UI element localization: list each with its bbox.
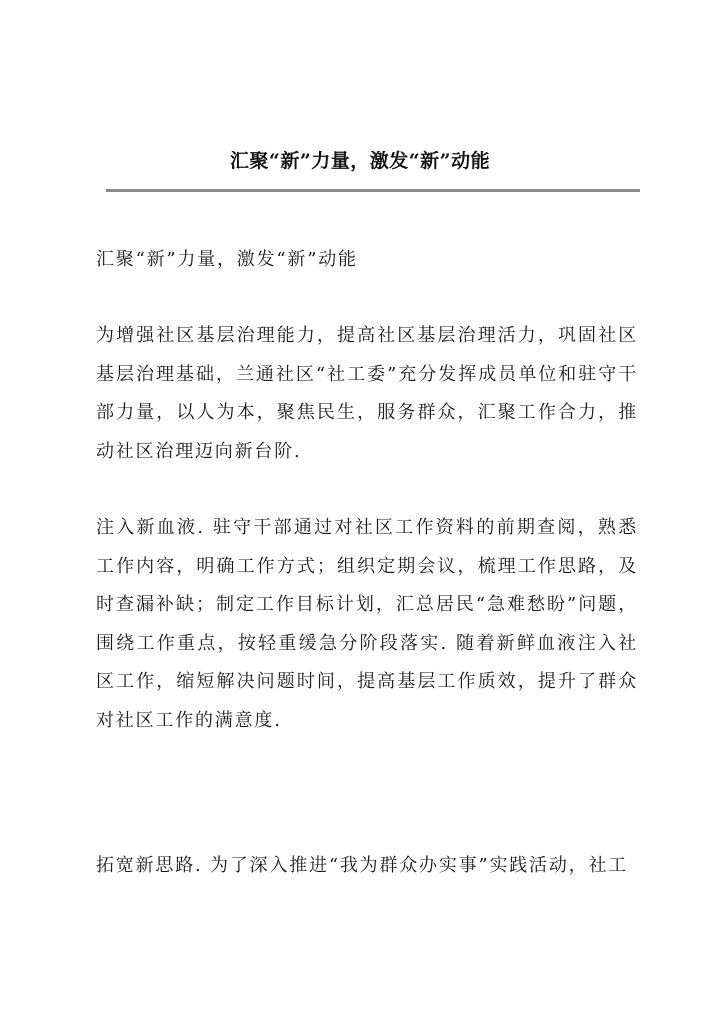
paragraph-new-ideas: 拓宽新思路. 为了深入推进“我为群众办实事”实践活动，社工 <box>96 855 629 876</box>
paragraph-intro: 为增强社区基层治理能力，提高社区基层治理活力，巩固社区基层治理基础，兰通社区“社工委”充分发挥成员单位和驻守干部力量，以人为本，聚焦民生，服务群众，汇聚工作合力，推动社区治理迈向新台阶. <box>96 325 638 462</box>
title-divider <box>106 189 640 192</box>
paragraph-new-blood: 注入新血液. 驻守干部通过对社区工作资料的前期查阅，熟悉工作内容，明确工作方式；组织定期会议，梳理工作思路，及时查漏补缺；制定工作目标计划，汇总居民“急难愁盼”问题，围绕工作重点，按轻重缓急分阶段落实. 随着新鲜血液注入社区工作，缩短解决问题时间，提高基层工作质效，提升了群众对社区工作的满意度. <box>96 517 638 731</box>
document-subtitle: 汇聚“新”力量，激发“新”动能 <box>96 249 358 270</box>
document-title: 汇聚“新”力量，激发“新”动能 <box>229 150 491 172</box>
